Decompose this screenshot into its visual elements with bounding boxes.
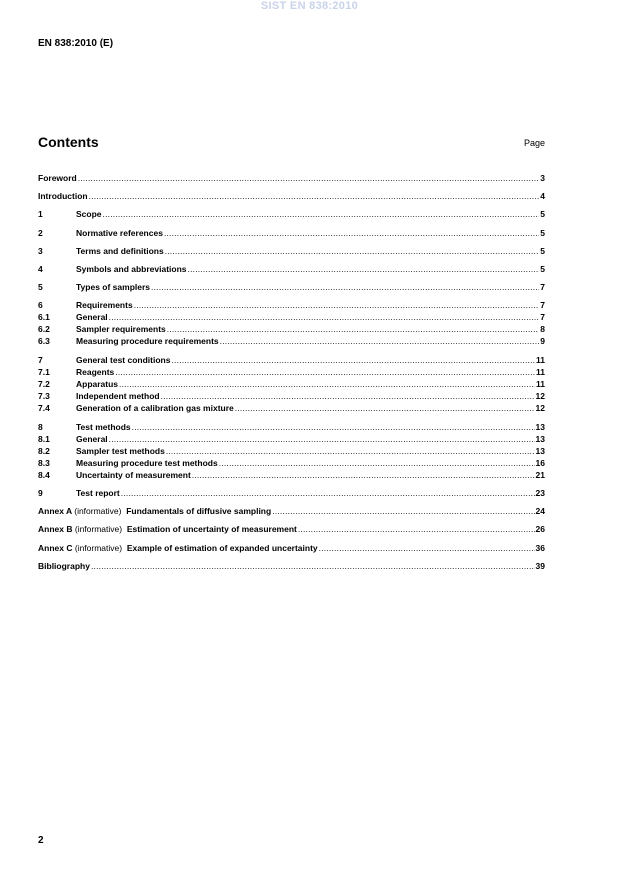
toc-entry-6-2[interactable] bbox=[38, 323, 545, 335]
toc-entry-title: General bbox=[76, 312, 108, 322]
toc-entry-number: 7.4 bbox=[38, 403, 50, 413]
toc-entry-number: 1 bbox=[38, 209, 43, 219]
annex-kind: (informative) bbox=[74, 524, 123, 534]
toc-entry-7[interactable] bbox=[38, 354, 545, 366]
toc-entry-9[interactable] bbox=[38, 487, 545, 499]
toc-entry-page: 5 bbox=[540, 209, 545, 219]
toc-entry-7-2[interactable] bbox=[38, 378, 545, 390]
toc-entry-page: 26 bbox=[535, 524, 545, 534]
toc-entry-page: 4 bbox=[540, 191, 545, 201]
toc-entry-page: 12 bbox=[535, 391, 545, 401]
toc-entry-annex-a[interactable] bbox=[38, 505, 545, 517]
toc-entry-page: 5 bbox=[540, 264, 545, 274]
toc-entry-page: 12 bbox=[535, 403, 545, 413]
toc-entry-number: 7.3 bbox=[38, 391, 50, 401]
page-number: 2 bbox=[38, 835, 44, 846]
toc-entry-number: 6 bbox=[38, 300, 43, 310]
toc-entry-number: 5 bbox=[38, 282, 43, 292]
toc-entry-title: Independent method bbox=[76, 391, 160, 401]
toc-entry-page: 5 bbox=[540, 246, 545, 256]
toc-entry-page: 3 bbox=[540, 173, 545, 183]
toc-entry-page: 11 bbox=[536, 355, 545, 365]
toc-entry-title: Test methods bbox=[76, 422, 131, 432]
toc-entry-8-3[interactable] bbox=[38, 457, 545, 469]
toc-entry-page: 8 bbox=[540, 324, 545, 334]
toc-entry-title: Types of samplers bbox=[76, 282, 151, 292]
toc-entry-introduction[interactable] bbox=[38, 190, 545, 202]
toc-entry-7-4[interactable] bbox=[38, 402, 545, 414]
toc-entry-5[interactable] bbox=[38, 281, 545, 293]
annex-title: Estimation of uncertainty of measurement bbox=[126, 524, 297, 534]
toc-entry-page: 7 bbox=[540, 300, 545, 310]
toc-entry-annex-b[interactable] bbox=[38, 523, 545, 535]
toc-entry-page: 24 bbox=[535, 506, 545, 516]
toc-entry-number: 8.1 bbox=[38, 434, 50, 444]
toc-entry-6-1[interactable] bbox=[38, 311, 545, 323]
toc-entry-number: 7.2 bbox=[38, 379, 50, 389]
toc-entry-number: 2 bbox=[38, 228, 43, 238]
page-title: Contents bbox=[38, 134, 99, 150]
toc-entry-number: 4 bbox=[38, 264, 43, 274]
toc-entry-title: Measuring procedure requirements bbox=[76, 336, 219, 346]
toc-entry-number: 6.3 bbox=[38, 336, 50, 346]
page-column-label: Page bbox=[523, 138, 545, 148]
toc-entry-title: Scope bbox=[76, 209, 102, 219]
toc-entry-title: Generation of a calibration gas mixture bbox=[76, 403, 234, 413]
toc-entry-title: Test report bbox=[76, 488, 120, 498]
toc-entry-page: 7 bbox=[540, 312, 545, 322]
toc-entry-bibliography[interactable] bbox=[38, 560, 545, 572]
toc-entry-title: Symbols and abbreviations bbox=[76, 264, 187, 274]
toc-entry-title: Sampler requirements bbox=[76, 324, 166, 334]
toc-entry-page: 13 bbox=[535, 434, 545, 444]
toc-entry-4[interactable] bbox=[38, 263, 545, 275]
toc-entry-page: 5 bbox=[540, 228, 545, 238]
toc-entry-title: Normative references bbox=[76, 228, 163, 238]
toc-entry-title bbox=[38, 523, 297, 535]
toc-entry-number: 8.2 bbox=[38, 446, 50, 456]
toc-entry-title: Reagents bbox=[76, 367, 115, 377]
annex-kind: (informative) bbox=[74, 506, 122, 516]
toc-entry-page: 13 bbox=[535, 422, 545, 432]
toc-entry-6[interactable] bbox=[38, 299, 545, 311]
toc-entry-title: Terms and definitions bbox=[76, 246, 164, 256]
toc-entry-title: Measuring procedure test methods bbox=[76, 458, 218, 468]
toc-entry-8-1[interactable] bbox=[38, 433, 545, 445]
toc-entry-page: 13 bbox=[535, 446, 545, 456]
annex-kind: (informative) bbox=[74, 543, 123, 553]
toc-entry-title: Requirements bbox=[76, 300, 133, 310]
toc-entry-annex-c[interactable] bbox=[38, 542, 545, 554]
annex-label: Annex A bbox=[38, 506, 72, 516]
toc-entry-number: 8 bbox=[38, 422, 43, 432]
toc-entry-page: 21 bbox=[535, 470, 545, 480]
toc-entry-7-1[interactable] bbox=[38, 366, 545, 378]
toc-entry-number: 7.1 bbox=[38, 367, 50, 377]
toc-entry-title: Foreword bbox=[38, 173, 77, 183]
toc-entry-8[interactable] bbox=[38, 421, 545, 433]
toc-entry-8-4[interactable] bbox=[38, 469, 545, 481]
toc-entry-page: 39 bbox=[535, 561, 545, 571]
annex-label: Annex B bbox=[38, 524, 73, 534]
toc-entry-6-3[interactable] bbox=[38, 335, 545, 347]
toc-entry-number: 6.1 bbox=[38, 312, 50, 322]
toc-entry-page: 36 bbox=[535, 543, 545, 553]
toc-entry-title: Bibliography bbox=[38, 561, 90, 571]
toc-entry-title bbox=[38, 505, 271, 517]
toc-entry-page: 9 bbox=[540, 336, 545, 346]
toc-entry-number: 8.4 bbox=[38, 470, 50, 480]
toc-entry-2[interactable] bbox=[38, 227, 545, 239]
toc-entry-7-3[interactable] bbox=[38, 390, 545, 402]
toc-entry-title: Uncertainty of measurement bbox=[76, 470, 191, 480]
watermark: SIST EN 838:2010 bbox=[260, 0, 359, 12]
toc-entry-page: 23 bbox=[535, 488, 545, 498]
toc-entry-page: 7 bbox=[540, 282, 545, 292]
toc-entry-title bbox=[38, 542, 318, 554]
toc-entry-page: 11 bbox=[536, 367, 545, 377]
toc-entry-1[interactable] bbox=[38, 208, 545, 220]
annex-title: Fundamentals of diffusive sampling bbox=[126, 506, 272, 516]
toc-entry-page: 11 bbox=[536, 379, 545, 389]
toc-entry-8-2[interactable] bbox=[38, 445, 545, 457]
toc-entry-title: General bbox=[76, 434, 108, 444]
toc-entry-page: 16 bbox=[535, 458, 545, 468]
toc-entry-number: 9 bbox=[38, 488, 43, 498]
toc-entry-number: 3 bbox=[38, 246, 43, 256]
toc-entry-title: Introduction bbox=[38, 191, 88, 201]
toc-entry-title: Sampler test methods bbox=[76, 446, 165, 456]
toc-entry-number: 6.2 bbox=[38, 324, 50, 334]
annex-title: Example of estimation of expanded uncertainty bbox=[126, 543, 318, 553]
toc-entry-title: General test conditions bbox=[76, 355, 171, 365]
document-id: EN 838:2010 (E) bbox=[38, 38, 114, 49]
toc-entry-number: 8.3 bbox=[38, 458, 50, 468]
annex-label: Annex C bbox=[38, 543, 73, 553]
toc-entry-number: 7 bbox=[38, 355, 43, 365]
toc-entry-3[interactable] bbox=[38, 245, 545, 257]
toc-entry-foreword[interactable] bbox=[38, 172, 545, 184]
toc-entry-title: Apparatus bbox=[76, 379, 119, 389]
